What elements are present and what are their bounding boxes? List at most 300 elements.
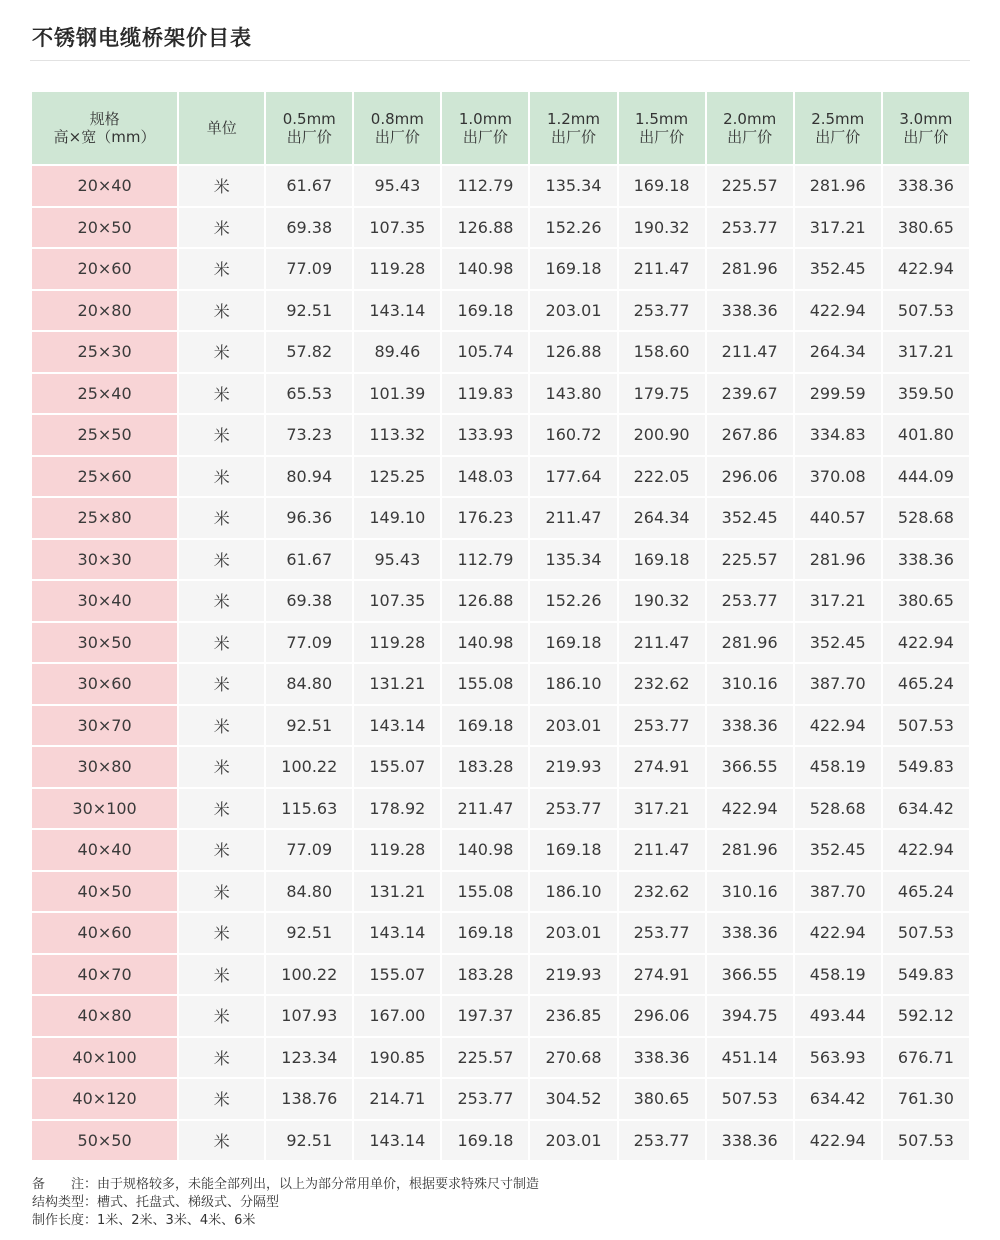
header-thickness-size: 3.0mm — [899, 110, 953, 128]
price-cell: 69.38 — [266, 581, 352, 621]
price-cell: 183.28 — [442, 747, 528, 787]
table-row — [32, 415, 969, 455]
spec-cell: 25×80 — [32, 498, 177, 538]
price-cell: 152.26 — [530, 208, 616, 248]
price-cell: 143.14 — [354, 706, 440, 746]
price-cell: 158.60 — [619, 332, 705, 372]
note-remark-label: 备 注： — [32, 1177, 98, 1192]
price-cell: 155.07 — [354, 955, 440, 995]
price-cell: 296.06 — [707, 457, 793, 497]
note-remark-text: 由于规格较多，未能全部列出，以上为部分常用单价，根据要求特殊尺寸制造 — [97, 1177, 540, 1192]
price-cell: 203.01 — [530, 706, 616, 746]
price-cell: 133.93 — [442, 415, 528, 455]
spec-cell: 25×60 — [32, 457, 177, 497]
price-cell: 57.82 — [266, 332, 352, 372]
price-cell: 299.59 — [795, 374, 881, 414]
price-cell: 89.46 — [354, 332, 440, 372]
price-cell: 422.94 — [883, 830, 969, 870]
price-cell: 73.23 — [266, 415, 352, 455]
price-cell: 317.21 — [619, 789, 705, 829]
price-cell: 119.83 — [442, 374, 528, 414]
header-unit: 单位 — [179, 92, 264, 164]
price-cell: 178.92 — [354, 789, 440, 829]
price-cell: 65.53 — [266, 374, 352, 414]
price-cell: 451.14 — [707, 1038, 793, 1078]
spec-cell: 40×60 — [32, 913, 177, 953]
price-cell: 422.94 — [795, 913, 881, 953]
table-row — [32, 498, 969, 538]
price-cell: 140.98 — [442, 623, 528, 663]
price-cell: 225.57 — [707, 166, 793, 206]
price-cell: 422.94 — [795, 706, 881, 746]
price-cell: 281.96 — [795, 540, 881, 580]
price-cell: 143.14 — [354, 1121, 440, 1161]
price-cell: 125.25 — [354, 457, 440, 497]
price-cell: 253.77 — [619, 1121, 705, 1161]
unit-cell: 米 — [179, 332, 264, 372]
price-cell: 95.43 — [354, 166, 440, 206]
price-cell: 167.00 — [354, 996, 440, 1036]
price-cell: 214.71 — [354, 1079, 440, 1119]
price-cell: 69.38 — [266, 208, 352, 248]
header-thickness — [707, 92, 793, 164]
price-cell: 107.35 — [354, 208, 440, 248]
unit-cell: 米 — [179, 457, 264, 497]
price-cell: 155.08 — [442, 664, 528, 704]
table-row — [32, 540, 969, 580]
price-cell: 458.19 — [795, 955, 881, 995]
price-cell: 211.47 — [619, 830, 705, 870]
table-row — [32, 332, 969, 372]
price-cell: 211.47 — [619, 249, 705, 289]
unit-cell: 米 — [179, 830, 264, 870]
unit-cell: 米 — [179, 1121, 264, 1161]
spec-cell: 30×70 — [32, 706, 177, 746]
price-cell: 465.24 — [883, 872, 969, 912]
price-cell: 219.93 — [530, 955, 616, 995]
price-cell: 77.09 — [266, 249, 352, 289]
price-cell: 190.85 — [354, 1038, 440, 1078]
price-cell: 138.76 — [266, 1079, 352, 1119]
price-cell: 253.77 — [619, 913, 705, 953]
price-cell: 507.53 — [883, 913, 969, 953]
spec-cell: 40×70 — [32, 955, 177, 995]
unit-cell: 米 — [179, 1079, 264, 1119]
header-thickness-size: 1.2mm — [546, 110, 601, 128]
unit-cell: 米 — [179, 664, 264, 704]
price-cell: 444.09 — [883, 457, 969, 497]
price-cell: 135.34 — [530, 540, 616, 580]
price-cell: 592.12 — [883, 996, 969, 1036]
price-cell: 149.10 — [354, 498, 440, 538]
price-cell: 96.36 — [266, 498, 352, 538]
unit-cell: 米 — [179, 913, 264, 953]
price-cell: 77.09 — [266, 623, 352, 663]
price-cell: 253.77 — [530, 789, 616, 829]
header-spec — [32, 92, 177, 164]
spec-cell: 30×60 — [32, 664, 177, 704]
price-cell: 422.94 — [883, 623, 969, 663]
price-cell: 317.21 — [883, 332, 969, 372]
price-cell: 352.45 — [795, 830, 881, 870]
price-cell: 394.75 — [707, 996, 793, 1036]
price-cell: 101.39 — [354, 374, 440, 414]
price-cell: 507.53 — [883, 706, 969, 746]
header-thickness-label: 出厂价 — [639, 128, 685, 146]
price-cell: 197.37 — [442, 996, 528, 1036]
spec-cell: 25×40 — [32, 374, 177, 414]
header-thickness-size: 1.0mm — [458, 110, 512, 128]
price-cell: 338.36 — [883, 540, 969, 580]
spec-cell: 30×40 — [32, 581, 177, 621]
price-cell: 80.94 — [266, 457, 352, 497]
price-cell: 528.68 — [795, 789, 881, 829]
price-cell: 186.10 — [530, 872, 616, 912]
unit-cell: 米 — [179, 623, 264, 663]
price-cell: 225.57 — [442, 1038, 528, 1078]
price-cell: 131.21 — [354, 664, 440, 704]
unit-cell: 米 — [179, 706, 264, 746]
header-thickness-size: 0.5mm — [282, 110, 336, 128]
note-length-text: 1米、2米、3米、4米、6米 — [97, 1213, 256, 1228]
price-cell: 281.96 — [707, 249, 793, 289]
price-cell: 458.19 — [795, 747, 881, 787]
unit-cell: 米 — [179, 540, 264, 580]
price-cell: 186.10 — [530, 664, 616, 704]
price-cell: 281.96 — [707, 623, 793, 663]
spec-cell: 40×80 — [32, 996, 177, 1036]
price-cell: 334.83 — [795, 415, 881, 455]
header-thickness — [266, 92, 352, 164]
header-thickness-label: 出厂价 — [903, 128, 949, 146]
table-row — [32, 581, 969, 621]
price-cell: 200.90 — [619, 415, 705, 455]
price-cell: 169.18 — [442, 913, 528, 953]
unit-cell: 米 — [179, 955, 264, 995]
price-cell: 190.32 — [619, 208, 705, 248]
spec-cell: 40×50 — [32, 872, 177, 912]
table-body — [32, 166, 969, 1160]
price-cell: 304.52 — [530, 1079, 616, 1119]
spec-cell: 25×50 — [32, 415, 177, 455]
price-cell: 528.68 — [883, 498, 969, 538]
note-structure-label: 结构类型： — [32, 1195, 98, 1210]
note-remark — [32, 1176, 539, 1194]
header-thickness-size: 2.5mm — [811, 110, 865, 128]
table-row — [32, 664, 969, 704]
price-cell: 219.93 — [530, 747, 616, 787]
price-cell: 211.47 — [619, 623, 705, 663]
price-cell: 401.80 — [883, 415, 969, 455]
price-cell: 317.21 — [795, 581, 881, 621]
spec-cell: 25×30 — [32, 332, 177, 372]
price-cell: 126.88 — [530, 332, 616, 372]
price-cell: 274.91 — [619, 747, 705, 787]
unit-cell: 米 — [179, 374, 264, 414]
price-cell: 380.65 — [883, 581, 969, 621]
table-row — [32, 747, 969, 787]
header-row — [32, 92, 969, 164]
price-cell: 155.08 — [442, 872, 528, 912]
price-cell: 84.80 — [266, 872, 352, 912]
price-cell: 203.01 — [530, 913, 616, 953]
price-cell: 761.30 — [883, 1079, 969, 1119]
spec-cell: 20×80 — [32, 291, 177, 331]
unit-cell: 米 — [179, 789, 264, 829]
price-cell: 338.36 — [707, 706, 793, 746]
price-cell: 281.96 — [707, 830, 793, 870]
price-cell: 160.72 — [530, 415, 616, 455]
price-cell: 352.45 — [795, 249, 881, 289]
note-length — [32, 1212, 539, 1230]
spec-cell: 50×50 — [32, 1121, 177, 1161]
price-cell: 253.77 — [619, 291, 705, 331]
page-title: 不锈钢电缆桥架价目表 — [32, 26, 252, 50]
price-cell: 92.51 — [266, 706, 352, 746]
header-thickness — [883, 92, 969, 164]
unit-cell: 米 — [179, 291, 264, 331]
unit-cell: 米 — [179, 1038, 264, 1078]
header-thickness — [530, 92, 616, 164]
price-cell: 169.18 — [530, 623, 616, 663]
price-cell: 338.36 — [707, 291, 793, 331]
price-cell: 281.96 — [795, 166, 881, 206]
price-cell: 140.98 — [442, 830, 528, 870]
price-cell: 387.70 — [795, 872, 881, 912]
price-cell: 143.14 — [354, 291, 440, 331]
unit-cell: 米 — [179, 249, 264, 289]
unit-cell: 米 — [179, 166, 264, 206]
price-cell: 387.70 — [795, 664, 881, 704]
price-cell: 267.86 — [707, 415, 793, 455]
price-table-container — [32, 90, 969, 1162]
header-thickness — [795, 92, 881, 164]
table-header — [32, 92, 969, 164]
header-thickness — [354, 92, 440, 164]
price-cell: 119.28 — [354, 830, 440, 870]
price-cell: 179.75 — [619, 374, 705, 414]
spec-cell: 40×100 — [32, 1038, 177, 1078]
header-thickness-size: 0.8mm — [370, 110, 424, 128]
spec-cell: 40×120 — [32, 1079, 177, 1119]
header-thickness-label: 出厂价 — [727, 128, 773, 146]
price-cell: 338.36 — [619, 1038, 705, 1078]
note-length-label: 制作长度： — [32, 1213, 98, 1228]
price-cell: 155.07 — [354, 747, 440, 787]
spec-cell: 20×60 — [32, 249, 177, 289]
price-cell: 169.18 — [442, 291, 528, 331]
table-row — [32, 913, 969, 953]
price-cell: 107.35 — [354, 581, 440, 621]
price-cell: 123.34 — [266, 1038, 352, 1078]
price-cell: 359.50 — [883, 374, 969, 414]
price-cell: 107.93 — [266, 996, 352, 1036]
price-cell: 264.34 — [619, 498, 705, 538]
table-row — [32, 457, 969, 497]
price-cell: 370.08 — [795, 457, 881, 497]
price-cell: 676.71 — [883, 1038, 969, 1078]
price-cell: 253.77 — [707, 581, 793, 621]
table-row — [32, 166, 969, 206]
price-cell: 352.45 — [707, 498, 793, 538]
table-row — [32, 955, 969, 995]
header-thickness-label: 出厂价 — [815, 128, 861, 146]
header-thickness — [619, 92, 705, 164]
price-cell: 77.09 — [266, 830, 352, 870]
price-table — [30, 90, 971, 1162]
price-cell: 274.91 — [619, 955, 705, 995]
table-row — [32, 1038, 969, 1078]
price-cell: 380.65 — [619, 1079, 705, 1119]
price-cell: 222.05 — [619, 457, 705, 497]
price-cell: 112.79 — [442, 540, 528, 580]
price-cell: 61.67 — [266, 166, 352, 206]
price-cell: 203.01 — [530, 1121, 616, 1161]
price-cell: 169.18 — [530, 249, 616, 289]
header-thickness-label: 出厂价 — [286, 128, 332, 146]
spec-cell: 30×100 — [32, 789, 177, 829]
price-cell: 119.28 — [354, 623, 440, 663]
price-cell: 183.28 — [442, 955, 528, 995]
table-row — [32, 872, 969, 912]
spec-cell: 20×40 — [32, 166, 177, 206]
price-cell: 422.94 — [795, 291, 881, 331]
header-spec-line1: 规格 — [89, 110, 120, 128]
header-thickness-size: 1.5mm — [635, 110, 689, 128]
spec-cell: 40×40 — [32, 830, 177, 870]
price-cell: 440.57 — [795, 498, 881, 538]
price-cell: 634.42 — [795, 1079, 881, 1119]
price-cell: 253.77 — [442, 1079, 528, 1119]
table-row — [32, 1121, 969, 1161]
price-cell: 169.18 — [619, 166, 705, 206]
price-cell: 239.67 — [707, 374, 793, 414]
price-cell: 264.34 — [795, 332, 881, 372]
price-cell: 84.80 — [266, 664, 352, 704]
price-cell: 507.53 — [883, 291, 969, 331]
price-cell: 380.65 — [883, 208, 969, 248]
price-cell: 176.23 — [442, 498, 528, 538]
spec-cell: 30×80 — [32, 747, 177, 787]
table-row — [32, 706, 969, 746]
unit-cell: 米 — [179, 498, 264, 538]
price-cell: 338.36 — [707, 913, 793, 953]
price-cell: 465.24 — [883, 664, 969, 704]
spec-cell: 20×50 — [32, 208, 177, 248]
price-cell: 61.67 — [266, 540, 352, 580]
note-structure-text: 槽式、托盘式、梯级式、分隔型 — [97, 1195, 280, 1210]
price-cell: 211.47 — [707, 332, 793, 372]
table-row — [32, 623, 969, 663]
price-cell: 317.21 — [795, 208, 881, 248]
notes — [32, 1176, 539, 1230]
price-cell: 169.18 — [442, 706, 528, 746]
price-cell: 143.80 — [530, 374, 616, 414]
price-cell: 338.36 — [707, 1121, 793, 1161]
table-row — [32, 789, 969, 829]
price-cell: 366.55 — [707, 955, 793, 995]
price-cell: 232.62 — [619, 872, 705, 912]
table-row — [32, 996, 969, 1036]
price-cell: 549.83 — [883, 747, 969, 787]
price-cell: 338.36 — [883, 166, 969, 206]
unit-cell: 米 — [179, 747, 264, 787]
price-cell: 211.47 — [530, 498, 616, 538]
table-row — [32, 374, 969, 414]
price-cell: 493.44 — [795, 996, 881, 1036]
table-row — [32, 249, 969, 289]
unit-cell: 米 — [179, 415, 264, 455]
price-cell: 507.53 — [883, 1121, 969, 1161]
price-cell: 143.14 — [354, 913, 440, 953]
price-cell: 310.16 — [707, 872, 793, 912]
price-cell: 203.01 — [530, 291, 616, 331]
price-cell: 119.28 — [354, 249, 440, 289]
price-cell: 225.57 — [707, 540, 793, 580]
title-divider — [30, 60, 970, 61]
price-cell: 563.93 — [795, 1038, 881, 1078]
unit-cell: 米 — [179, 872, 264, 912]
price-cell: 352.45 — [795, 623, 881, 663]
price-cell: 310.16 — [707, 664, 793, 704]
price-cell: 92.51 — [266, 1121, 352, 1161]
price-cell: 131.21 — [354, 872, 440, 912]
price-cell: 135.34 — [530, 166, 616, 206]
price-cell: 232.62 — [619, 664, 705, 704]
price-cell: 126.88 — [442, 208, 528, 248]
price-cell: 634.42 — [883, 789, 969, 829]
unit-cell: 米 — [179, 581, 264, 621]
price-cell: 549.83 — [883, 955, 969, 995]
price-cell: 105.74 — [442, 332, 528, 372]
header-thickness-label: 出厂价 — [462, 128, 508, 146]
price-cell: 100.22 — [266, 955, 352, 995]
price-cell: 92.51 — [266, 291, 352, 331]
price-cell: 115.63 — [266, 789, 352, 829]
table-row — [32, 208, 969, 248]
price-cell: 169.18 — [442, 1121, 528, 1161]
header-thickness-label: 出厂价 — [551, 128, 597, 146]
note-structure — [32, 1194, 539, 1212]
price-cell: 296.06 — [619, 996, 705, 1036]
price-cell: 148.03 — [442, 457, 528, 497]
table-row — [32, 291, 969, 331]
price-cell: 236.85 — [530, 996, 616, 1036]
table-row — [32, 830, 969, 870]
header-spec-line2: 高×宽（mm） — [53, 128, 156, 146]
spec-cell: 30×30 — [32, 540, 177, 580]
price-cell: 113.32 — [354, 415, 440, 455]
price-cell: 422.94 — [883, 249, 969, 289]
spec-cell: 30×50 — [32, 623, 177, 663]
price-cell: 507.53 — [707, 1079, 793, 1119]
price-cell: 190.32 — [619, 581, 705, 621]
price-cell: 253.77 — [619, 706, 705, 746]
price-cell: 169.18 — [619, 540, 705, 580]
price-cell: 169.18 — [530, 830, 616, 870]
price-cell: 270.68 — [530, 1038, 616, 1078]
price-cell: 92.51 — [266, 913, 352, 953]
price-cell: 366.55 — [707, 747, 793, 787]
table-row — [32, 1079, 969, 1119]
price-cell: 95.43 — [354, 540, 440, 580]
price-cell: 140.98 — [442, 249, 528, 289]
price-cell: 126.88 — [442, 581, 528, 621]
price-cell: 100.22 — [266, 747, 352, 787]
unit-cell: 米 — [179, 996, 264, 1036]
header-thickness-size: 2.0mm — [723, 110, 777, 128]
unit-cell: 米 — [179, 208, 264, 248]
